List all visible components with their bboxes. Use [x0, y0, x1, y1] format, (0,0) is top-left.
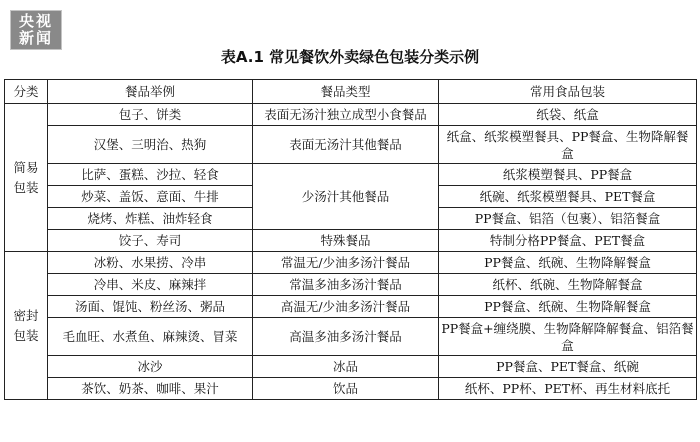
type-cell: 常温无/少油多汤汁餐品	[253, 252, 439, 274]
example-cell: 比萨、蛋糕、沙拉、轻食	[48, 164, 253, 186]
category-label: 包装	[13, 327, 39, 343]
example-cell: 冷串、米皮、麻辣拌	[48, 274, 253, 296]
type-cell: 常温多油多汤汁餐品	[253, 274, 439, 296]
header-row	[5, 80, 697, 104]
packaging-cell: PP餐盒+缠绕膜、生物降解降解餐盒、铝箔餐盒	[439, 318, 697, 356]
table-row	[5, 296, 697, 318]
type-cell: 冰品	[253, 356, 439, 378]
category-cell	[5, 104, 48, 252]
packaging-cell: 纸杯、纸碗、生物降解餐盒	[439, 274, 697, 296]
packaging-cell: 特制分格PP餐盒、PET餐盒	[439, 230, 697, 252]
example-cell: 冰粉、水果捞、冷串	[48, 252, 253, 274]
cctv-news-logo	[10, 10, 62, 50]
packaging-cell: 纸碗、纸浆模塑餐具、PET餐盒	[439, 186, 697, 208]
category-label: 包装	[13, 179, 39, 195]
logo-line-1: 央视	[18, 12, 53, 30]
type-cell: 饮品	[253, 378, 439, 400]
packaging-cell: PP餐盒、PET餐盒、纸碗	[439, 356, 697, 378]
packaging-cell: PP餐盒、铝箔（包裹）、铝箔餐盒	[439, 208, 697, 230]
example-cell: 汤面、馄饨、粉丝汤、粥品	[48, 296, 253, 318]
category-cell	[5, 252, 48, 400]
example-cell: 汉堡、三明治、热狗	[48, 126, 253, 164]
type-cell: 表面无汤汁独立成型小食餐品	[253, 104, 439, 126]
table-title: 表A.1 常见餐饮外卖绿色包装分类示例	[220, 48, 480, 66]
example-cell: 饺子、寿司	[48, 230, 253, 252]
logo-line-2: 新闻	[18, 29, 53, 47]
type-cell: 高温无/少油多汤汁餐品	[253, 296, 439, 318]
example-cell: 包子、饼类	[48, 104, 253, 126]
example-cell: 毛血旺、水煮鱼、麻辣烫、冒菜	[48, 318, 253, 356]
header-cell: 分类	[5, 80, 48, 104]
packaging-cell: 纸杯、PP杯、PET杯、再生材料底托	[439, 378, 697, 400]
example-cell: 炒菜、盖饭、意面、牛排	[48, 186, 253, 208]
type-cell: 特殊餐品	[253, 230, 439, 252]
table-row	[5, 164, 697, 186]
packaging-cell: 纸盒、纸浆模塑餐具、PP餐盒、生物降解餐盒	[439, 126, 697, 164]
packaging-cell: 纸浆模塑餐具、PP餐盒	[439, 164, 697, 186]
header-cell: 常用食品包装	[439, 80, 697, 104]
packaging-cell: 纸袋、纸盒	[439, 104, 697, 126]
header-cell: 餐品举例	[48, 80, 253, 104]
table-row	[5, 356, 697, 378]
table-row	[5, 252, 697, 274]
packaging-cell: PP餐盒、纸碗、生物降解餐盒	[439, 296, 697, 318]
type-cell: 表面无汤汁其他餐品	[253, 126, 439, 164]
table-row	[5, 318, 697, 356]
type-cell: 高温多油多汤汁餐品	[253, 318, 439, 356]
example-cell: 烧烤、炸糕、油炸轻食	[48, 208, 253, 230]
packaging-cell: PP餐盒、纸碗、生物降解餐盒	[439, 252, 697, 274]
category-label: 简易	[13, 159, 39, 175]
example-cell: 茶饮、奶茶、咖啡、果汁	[48, 378, 253, 400]
header-cell: 餐品类型	[253, 80, 439, 104]
example-cell: 冰沙	[48, 356, 253, 378]
table-row	[5, 230, 697, 252]
table-row	[5, 378, 697, 400]
table-row	[5, 274, 697, 296]
packaging-table	[4, 79, 697, 400]
category-label: 密封	[13, 307, 39, 323]
type-cell: 少汤汁其他餐品	[253, 164, 439, 230]
table-row	[5, 126, 697, 164]
table-row	[5, 104, 697, 126]
